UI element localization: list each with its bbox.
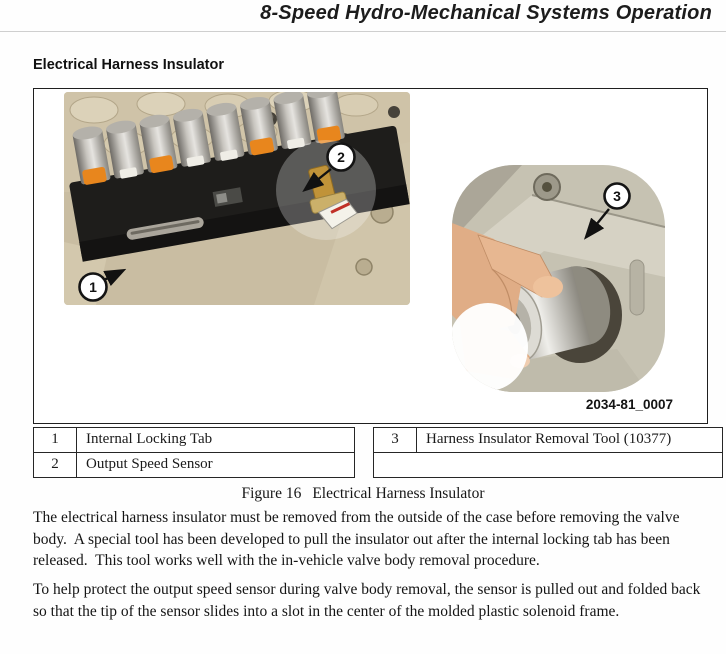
callout-2-number: 2 [337, 149, 345, 165]
body-paragraph-2: To help protect the output speed sensor during valve body removal, the sensor is pulled out and folded back so that the tip of the sensor slides into a slot in the center of the molded plastic solenoid frame. [33, 581, 705, 620]
title-divider [0, 31, 726, 32]
legend-item-number: 2 [34, 453, 77, 477]
image-reference-number: 2034-81_0007 [585, 397, 673, 412]
figure-caption-title: Electrical Harness Insulator [312, 485, 485, 502]
removal-tool-photo [452, 165, 665, 392]
body-paragraph-1: The electrical harness insulator must be removed from the outside of the case before removing the valve body. A special tool has been developed to pull the insulator out after the internal locking tab has been released. This tool works well with the in-vehicle valve body removal procedure. [33, 509, 684, 569]
legend-item-label: Internal Locking Tab [86, 431, 213, 447]
callout-3-number: 3 [613, 188, 621, 204]
page-title: 8-Speed Hydro-Mechanical Systems Operation [260, 2, 712, 24]
table-row [374, 428, 722, 452]
table-row [34, 452, 354, 477]
legend-table-left [33, 427, 355, 478]
valve-body-photo [64, 92, 410, 305]
legend-item-label: Output Speed Sensor [86, 456, 213, 472]
table-row [34, 428, 354, 452]
legend-item-label: Harness Insulator Removal Tool (10377) [426, 431, 672, 447]
figure-caption [0, 485, 726, 503]
table-row-empty [374, 452, 722, 477]
figure-caption-label: Figure 16 [241, 485, 302, 502]
legend-item-number: 1 [34, 428, 77, 452]
legend-table-right [373, 427, 723, 478]
figure-frame [33, 88, 708, 424]
legend-item-number: 3 [374, 428, 417, 452]
callout-1-number: 1 [89, 279, 97, 295]
section-heading: Electrical Harness Insulator [33, 57, 224, 73]
